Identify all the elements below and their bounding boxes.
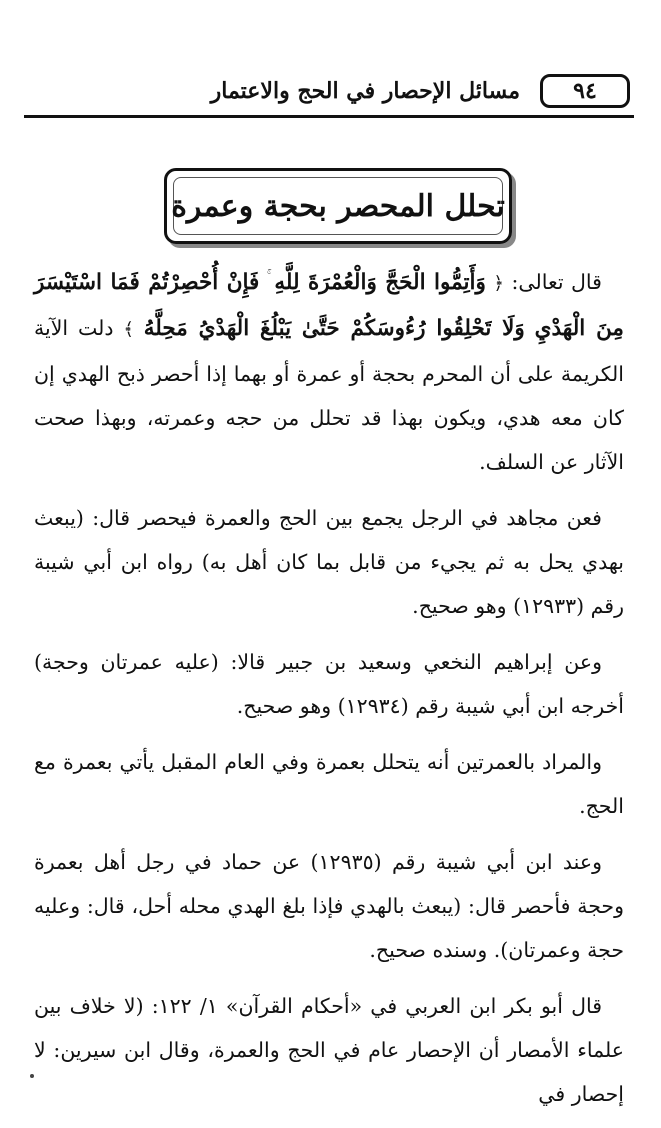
- running-title: مسائل الإحصار في الحج والاعتمار: [210, 78, 520, 104]
- paragraph-5: وعند ابن أبي شيبة رقم (١٢٩٣٥) عن حماد في رجل أهل بعمرة وحجة فأحصر قال: (يبعث بالهدي فإذا بلغ الهدي محله أحل، قال: وعليه حجة وعمرتان). وسنده صحيح.: [34, 849, 624, 962]
- quran-verse-part-3: وَلَا تَحْلِقُوا رُءُوسَكُمْ حَتَّىٰ يَبْلُغَ الْهَدْيُ مَحِلَّهُ: [143, 315, 525, 341]
- quran-verse-part-1: وَأَتِمُّوا الْحَجَّ وَالْعُمْرَةَ لِلَّهِ: [274, 269, 486, 295]
- paragraph-4: والمراد بالعمرتين أنه يتحلل بعمرة وفي العام المقبل يأتي بعمرة مع الحج.: [34, 749, 624, 818]
- quran-verse-part-2: فَإِنْ أُحْصِرْتُمْ فَمَا اسْتَيْسَرَ مِنَ الْهَدْيِ: [34, 269, 624, 341]
- page-number: [540, 74, 630, 108]
- verse-close-bracket: ﴾: [123, 318, 134, 340]
- body-text: [34, 256, 624, 1128]
- section-title-frame: [164, 168, 512, 244]
- paragraph-3: وعن إبراهيم النخعي وسعيد بن جبير قالا: (عليه عمرتان وحجة) أخرجه ابن أبي شيبة رقم (١٢٩٣٤) وهو صحيح.: [34, 649, 624, 718]
- header-divider: [24, 115, 634, 118]
- page-number-text: ٩٤: [573, 78, 597, 104]
- paragraph-1-tail: دلت الآية الكريمة على أن المحرم بحجة أو عمرة أو بهما إذا أحصر ذبح الهدي إن كان معه هدي، ويكون بهذا قد تحلل من حجه وعمرته، وبهذا صحت الآثار عن السلف.: [34, 315, 624, 474]
- verse-open-bracket: ﴿: [493, 272, 504, 294]
- paragraph-2: فعن مجاهد في الرجل يجمع بين الحج والعمرة فيحصر قال: (يبعث بهدي يحل به ثم يجيء من قابل بما كان أهل به) رواه ابن أبي شيبة رقم (١٢٩٣٣) وهو صحيح.: [34, 505, 624, 618]
- page-header: [24, 74, 634, 112]
- paragraph-1: [34, 256, 624, 484]
- section-title: تحلل المحصر بحجة وعمرة: [171, 188, 505, 224]
- page-speck: [30, 1074, 34, 1078]
- verse-intro: قال تعالى:: [511, 269, 602, 294]
- paragraph-6: قال أبو بكر ابن العربي في «أحكام القرآن» ١/ ١٢٢: (لا خلاف بين علماء الأمصار أن الإحصار عام في الحج والعمرة، وقال ابن سيرين: لا إحصار في: [34, 993, 624, 1106]
